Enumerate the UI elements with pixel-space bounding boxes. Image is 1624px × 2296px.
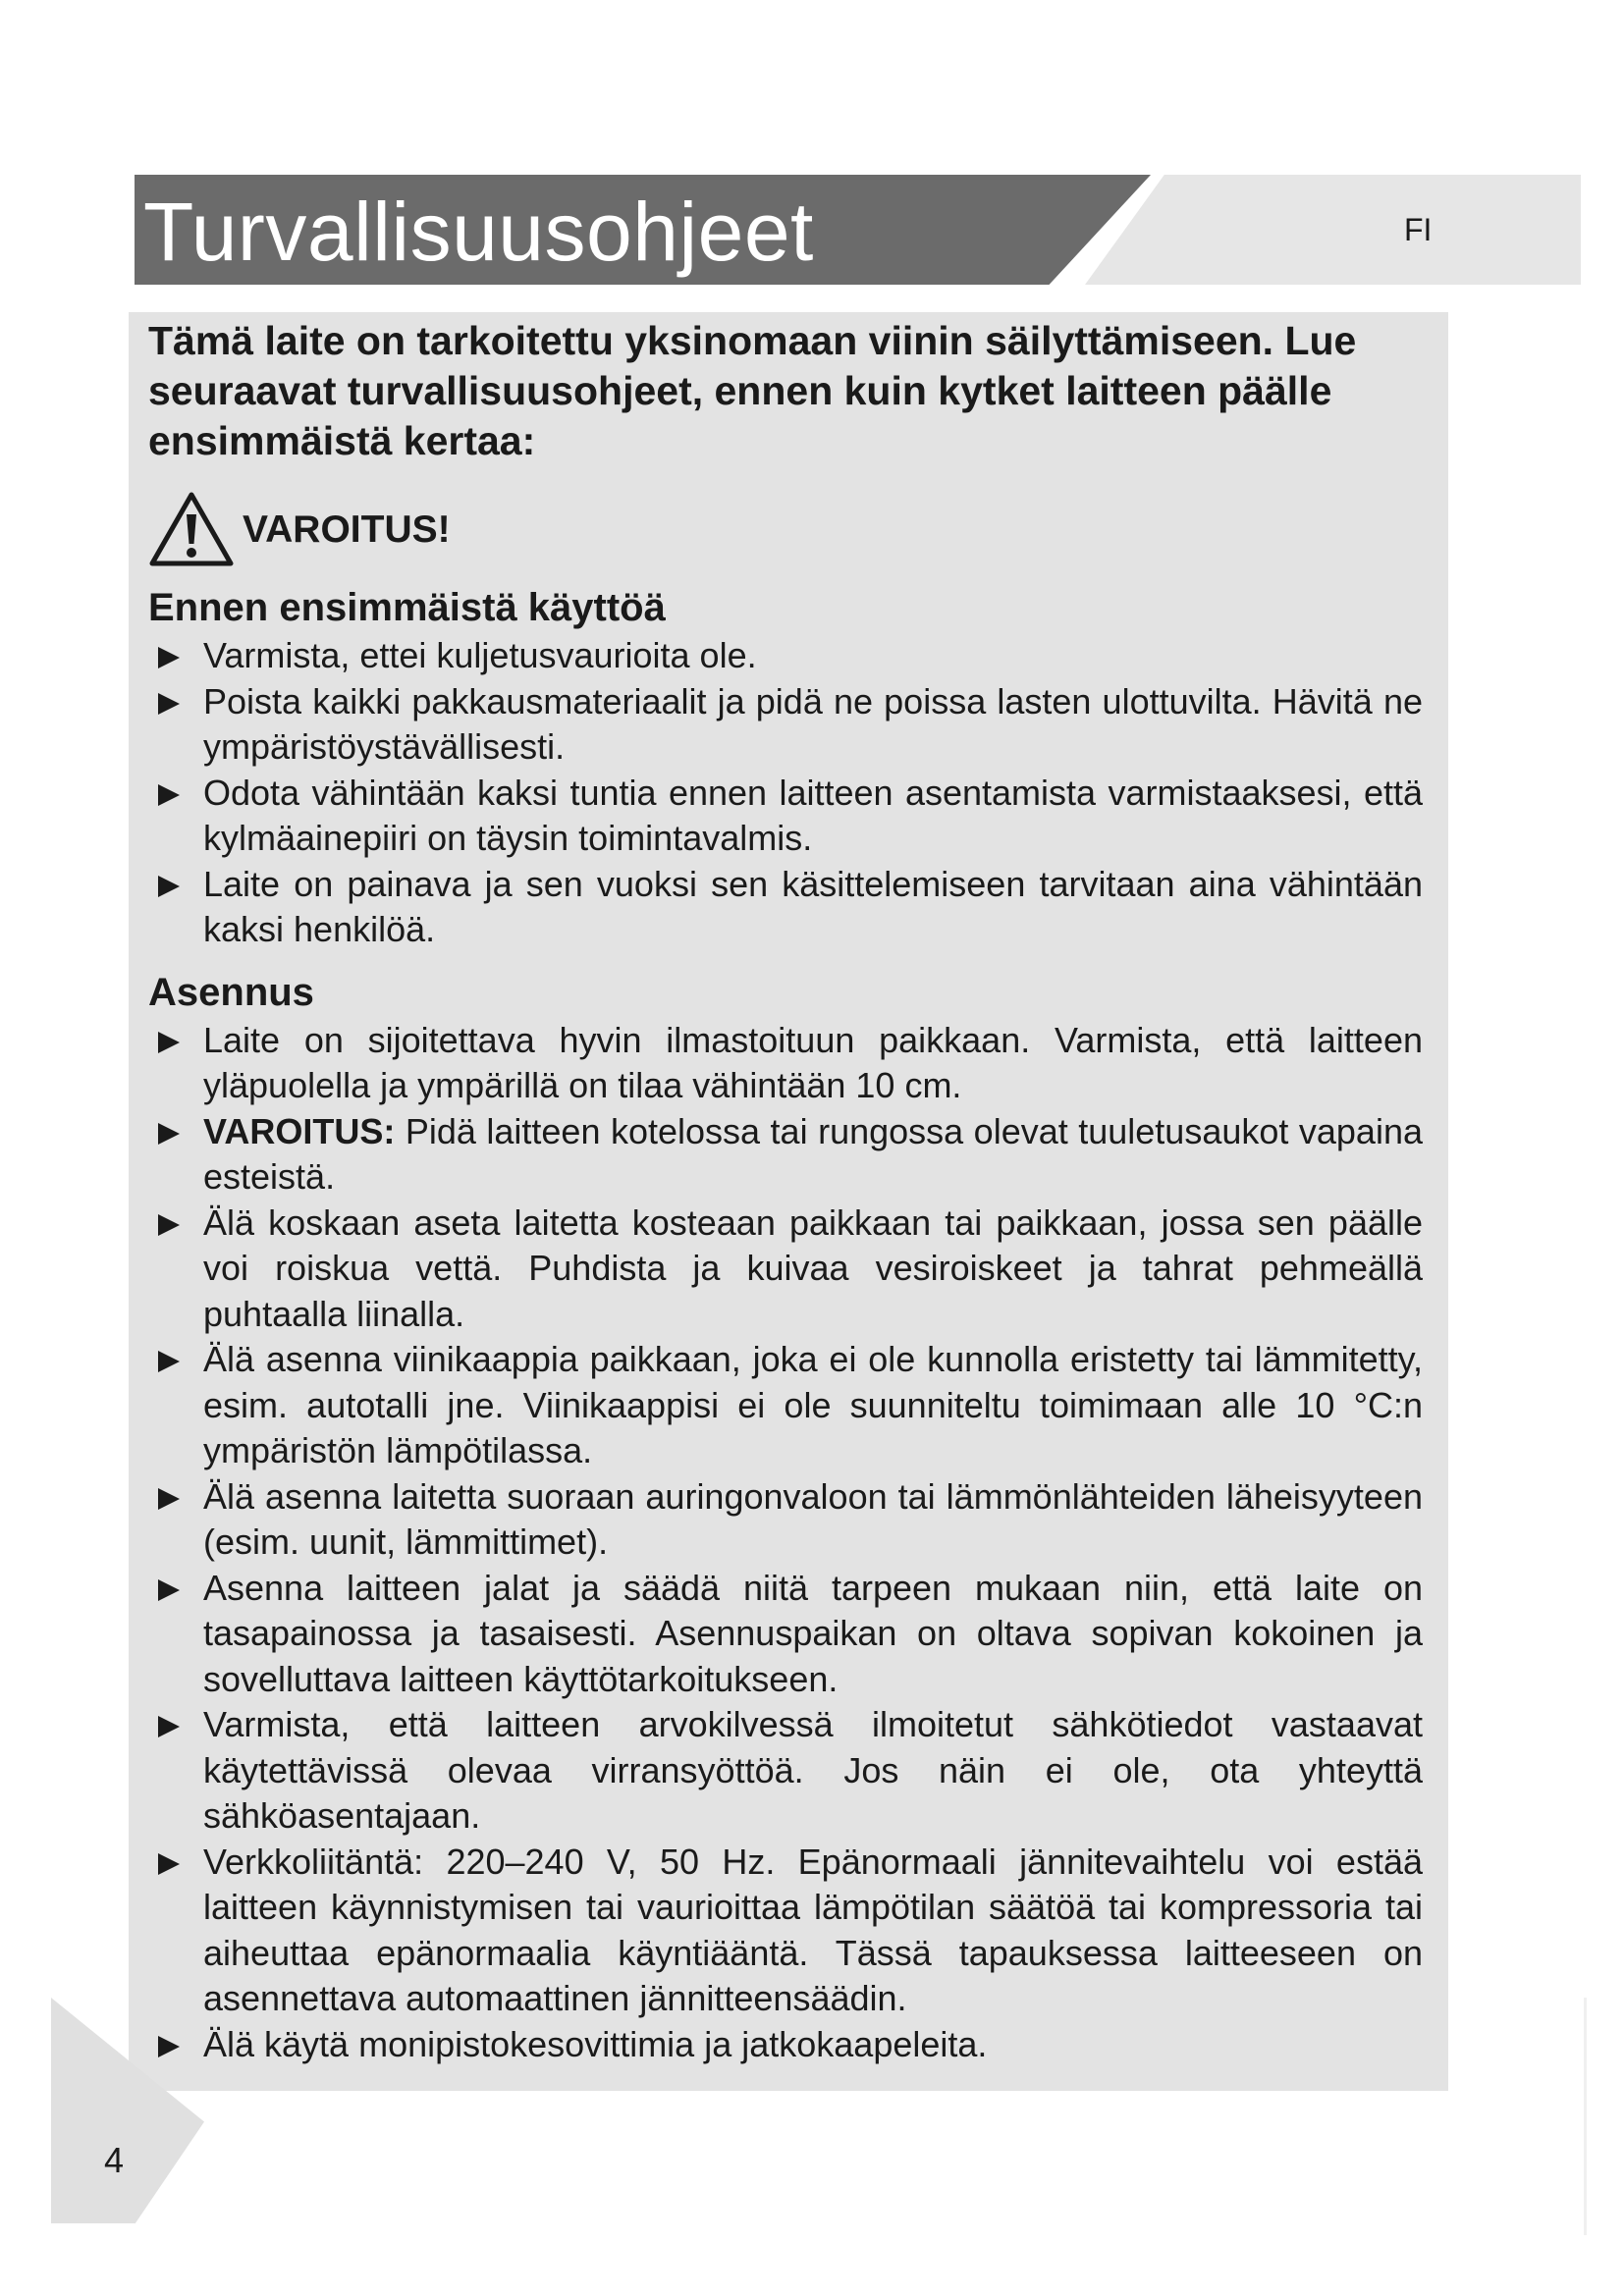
bullet-arrow-icon [158, 1853, 180, 1875]
bullet-arrow-icon [158, 693, 180, 715]
list-item: Älä asenna viinikaappia paikkaan, joka ei ole kunnolla eristetty tai lämmitetty, esim. autotalli jne. Viinikaappisi ei ole suunniteltu toimimaan alle 10 °C:n ympäristön lämpötilassa. [148, 1337, 1423, 1474]
list-item: Asenna laitteen jalat ja säädä niitä tarpeen mukaan niin, että laite on tasapainossa ja tasaisesti. Asennuspaikan on oltava sopivan kokoinen ja sovelluttava laitteen käyttötarkoitukseen. [148, 1566, 1423, 1703]
bullet-arrow-icon [158, 1488, 180, 1510]
installation-list [148, 1018, 1423, 2068]
list-item: Älä käytä monipistokesovittimia ja jatkokaapeleita. [148, 2022, 1423, 2068]
warning-triangle-icon [148, 491, 235, 569]
section-heading-before-first-use: Ennen ensimmäistä käyttöä [148, 586, 666, 629]
list-item: Älä asenna laitetta suoraan auringonvaloon tai lämmönlähteiden läheisyyteen (esim. uunit, lämmittimet). [148, 1474, 1423, 1566]
bullet-arrow-icon [158, 647, 180, 668]
bullet-arrow-icon [158, 1579, 180, 1601]
bullet-arrow-icon [158, 2036, 180, 2057]
list-item: Laite on sijoitettava hyvin ilmastoituun paikkaan. Varmista, että laitteen yläpuolella ja ympärillä on tilaa vähintään 10 cm. [148, 1018, 1423, 1109]
warning-prefix: VAROITUS: [203, 1110, 396, 1151]
language-code: FI [1404, 212, 1433, 247]
bullet-arrow-icon [158, 1032, 180, 1053]
bullet-arrow-icon [158, 1123, 180, 1145]
page-number: 4 [104, 2140, 125, 2180]
list-item: Varmista, ettei kuljetusvaurioita ole. [148, 633, 1423, 679]
intro-text: Tämä laite on tarkoitettu yksinomaan viinin säilyttämiseen. Lue seuraavat turvallisuusohjeet, ennen kuin kytket laitteen päälle ensimmäistä kertaa: [148, 318, 1357, 463]
list-item: Varmista, että laitteen arvokilvessä ilmoitetut sähkötiedot vastaavat käytettävissä olevaa virransyöttöä. Jos näin ei ole, ota yhteyttä sähköasentajaan. [148, 1702, 1423, 1840]
list-item: Laite on painava ja sen vuoksi sen käsittelemiseen tarvitaan aina vähintään kaksi henkilöä. [148, 862, 1423, 953]
warning-row [148, 488, 1423, 572]
list-item: Poista kaikki pakkausmateriaalit ja pidä ne poissa lasten ulottuvilta. Hävitä ne ympäristöystävällisesti. [148, 679, 1423, 771]
warning-label: VAROITUS! [243, 508, 451, 551]
edge-decoration [1584, 1998, 1587, 2235]
safety-content [148, 316, 1423, 2067]
header-tab [1085, 175, 1581, 285]
list-item: Verkkoliitäntä: 220–240 V, 50 Hz. Epänormaali jännitevaihtelu voi estää laitteen käynnistymisen tai vaurioittaa lämpötilan säätöä tai kompressoria tai aiheuttaa epänormaalia käyntiääntä. Tässä tapauksessa laitteeseen on asennettava automaattinen jännitteensäädin. [148, 1840, 1423, 2022]
page-title: Turvallisuusohjeet [143, 186, 814, 278]
bullet-arrow-icon [158, 1716, 180, 1737]
list-item: VAROITUS: Pidä laitteen kotelossa tai rungossa olevat tuuletusaukot vapaina esteistä. [148, 1109, 1423, 1201]
bullet-arrow-icon [158, 876, 180, 897]
section-heading-installation: Asennus [148, 970, 314, 1014]
list-item: Älä koskaan aseta laitetta kosteaan paikkaan tai paikkaan, jossa sen päälle voi roiskua vettä. Puhdista ja kuivaa vesiroiskeet ja tahrat pehmeällä puhtaalla liinalla. [148, 1201, 1423, 1338]
bullet-arrow-icon [158, 784, 180, 806]
bullet-arrow-icon [158, 1351, 180, 1372]
before-first-use-list [148, 633, 1423, 953]
list-item: Odota vähintään kaksi tuntia ennen laitteen asentamista varmistaaksesi, että kylmäainepiiri on täysin toimintavalmis. [148, 771, 1423, 862]
bullet-arrow-icon [158, 1214, 180, 1236]
